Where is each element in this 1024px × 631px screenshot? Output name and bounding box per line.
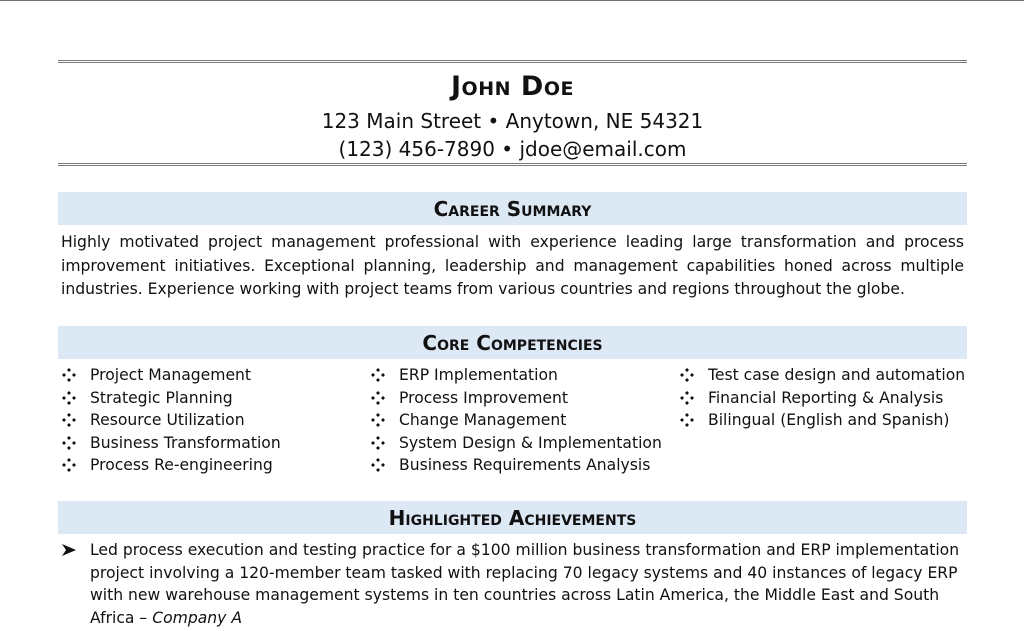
applicant-name: John Doe (451, 71, 574, 102)
competency-label: Financial Reporting & Analysis (708, 388, 944, 407)
competency-item (62, 364, 281, 387)
four-diamond-bullet-icon (680, 391, 694, 405)
competency-label: Strategic Planning (90, 388, 233, 407)
competency-item (62, 454, 281, 477)
four-diamond-bullet-icon (62, 436, 76, 450)
four-diamond-bullet-icon (371, 436, 385, 450)
competency-label: Process Re-engineering (90, 456, 273, 474)
competency-item (371, 409, 662, 432)
applicant-contact: (123) 456-7890 • jdoe@email.com (338, 137, 687, 161)
page-top-edge (0, 0, 1024, 1)
header-top-rule (58, 60, 967, 63)
competency-label: Business Requirements Analysis (399, 456, 651, 474)
core-competencies-heading: Core Competencies (58, 326, 967, 359)
four-diamond-bullet-icon (62, 368, 76, 382)
competency-label: Process Improvement (399, 388, 569, 407)
four-diamond-bullet-icon (62, 391, 76, 405)
competency-label: System Design & Implementation (399, 433, 662, 452)
competency-item (62, 387, 281, 410)
career-summary-text: Highly motivated project management professional with experience leading large transformation and process improvement initiatives. Exceptional planning, leadership and management capabilities honed across multiple industries. Experience working with project teams from various countries and regions throughout the globe. (61, 233, 964, 298)
competency-item (371, 364, 662, 387)
header-bottom-rule (58, 163, 967, 166)
four-diamond-bullet-icon (62, 413, 76, 427)
four-diamond-bullet-icon (371, 458, 385, 472)
competency-item (371, 432, 662, 455)
competency-label: Project Management (90, 366, 252, 384)
competency-label: Test case design and automation (708, 366, 966, 384)
competency-item (371, 387, 662, 410)
competency-item (680, 364, 965, 387)
arrowhead-bullet-icon (62, 544, 76, 556)
achievements-list (62, 539, 962, 629)
competency-item (371, 454, 662, 477)
highlighted-achievements-heading: Highlighted Achievements (58, 501, 967, 534)
competency-label: Business Transformation (90, 433, 281, 452)
four-diamond-bullet-icon (371, 391, 385, 405)
competency-label: Change Management (399, 411, 567, 429)
competency-item (680, 409, 965, 432)
competency-label: ERP Implementation (399, 366, 558, 384)
competencies-column-2 (371, 364, 662, 477)
achievement-item (62, 539, 962, 629)
career-summary-heading: Career Summary (58, 192, 967, 225)
achievement-text: Led process execution and testing practice for a $100 million business transformation and ERP implementation project involving a 120-member team tasked with replacing 70 legacy systems and 40 instances of legacy ERP with new warehouse management systems in ten countries across Latin America, the Middle East and South Africa – (90, 541, 960, 627)
competency-label: Resource Utilization (90, 411, 245, 429)
applicant-address: 123 Main Street • Anytown, NE 54321 (321, 109, 704, 133)
competency-item (62, 432, 281, 455)
achievement-company: Company A (152, 608, 243, 627)
four-diamond-bullet-icon (371, 368, 385, 382)
four-diamond-bullet-icon (680, 368, 694, 382)
four-diamond-bullet-icon (62, 458, 76, 472)
competency-item (680, 387, 965, 410)
competency-label: Bilingual (English and Spanish) (708, 411, 950, 429)
competencies-column-3 (680, 364, 965, 432)
four-diamond-bullet-icon (371, 413, 385, 427)
four-diamond-bullet-icon (680, 413, 694, 427)
competency-item (62, 409, 281, 432)
competencies-column-1 (62, 364, 281, 477)
